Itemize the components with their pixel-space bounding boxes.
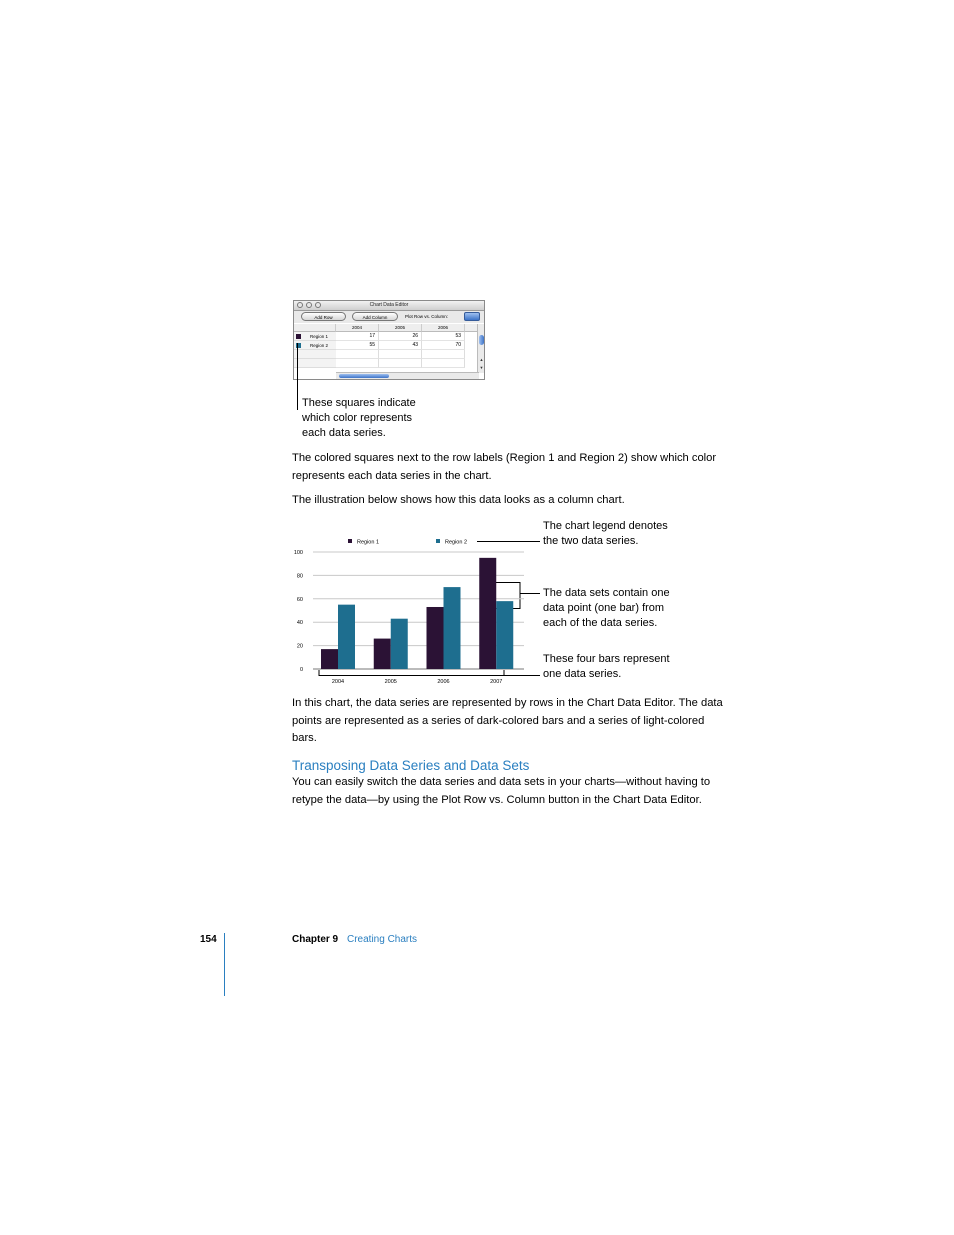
- data-cell[interactable]: 43: [379, 341, 422, 350]
- squares-callout: [302, 396, 416, 441]
- datasets-callout: [543, 586, 670, 631]
- series-color-square: [296, 334, 301, 339]
- section-heading: Transposing Data Series and Data Sets: [292, 758, 530, 773]
- bar: [427, 607, 444, 669]
- y-tick-label: 80: [296, 573, 303, 580]
- paragraph-line: The colored squares next to the row labels (Region 1 and Region 2) show which color: [292, 452, 717, 464]
- bar: [479, 558, 496, 669]
- bar: [496, 601, 513, 669]
- series-color-square: [296, 343, 301, 348]
- callout-line-text: The data sets contain one: [543, 587, 670, 599]
- data-grid: [294, 324, 479, 373]
- paragraph-2: The illustration below shows how this data looks as a column chart.: [292, 494, 625, 506]
- paragraph-line: retype the data—by using the Plot Row vs. Column button in the Chart Data Editor.: [292, 793, 702, 806]
- y-tick-label: 100: [293, 550, 303, 556]
- row-label-empty[interactable]: [294, 350, 336, 359]
- footer-rule: [224, 933, 225, 996]
- bar: [374, 639, 391, 669]
- bar: [444, 587, 461, 669]
- datasets-bracket: [492, 583, 520, 609]
- scroll-down-arrow-icon[interactable]: ▼: [479, 365, 484, 370]
- data-cell-empty[interactable]: [379, 350, 422, 359]
- bar: [338, 605, 355, 669]
- row-label[interactable]: [294, 341, 336, 350]
- x-tick-label: 2007: [490, 679, 503, 685]
- paragraph-1: [292, 450, 716, 485]
- y-tick-label: 60: [296, 596, 303, 603]
- chapter-label: Chapter 9: [292, 934, 339, 945]
- add-column-button[interactable]: Add Column: [352, 312, 398, 321]
- add-row-button[interactable]: Add Row: [301, 312, 346, 321]
- data-cell[interactable]: 55: [336, 341, 379, 350]
- callout-line-text: each of the data series.: [543, 617, 658, 629]
- x-tick-label: 2004: [331, 679, 345, 685]
- plot-row-column-toggle[interactable]: [464, 312, 480, 321]
- paragraph-line: points are represented as a series of dark-colored bars and a series of light-colored: [292, 714, 705, 727]
- corner-header: [294, 324, 336, 332]
- callout-line-text: which color represents: [302, 412, 413, 424]
- plot-row-column-label: Plot Row vs. Column:: [405, 314, 449, 319]
- data-cell[interactable]: 70: [422, 341, 465, 350]
- callout-line-text: each data series.: [302, 427, 386, 439]
- bar: [321, 649, 338, 669]
- horizontal-scrollbar[interactable]: [336, 372, 479, 379]
- paragraph-line: represents each data series in the chart.: [292, 469, 492, 482]
- paragraph-3: [292, 695, 723, 748]
- window-titlebar: [294, 301, 484, 311]
- data-cell[interactable]: 17: [336, 332, 379, 341]
- data-cell[interactable]: 26: [379, 332, 422, 341]
- chapter-title: Creating Charts: [347, 934, 418, 945]
- column-header[interactable]: 2004: [336, 324, 379, 332]
- x-tick-label: 2006: [437, 679, 450, 685]
- legend-swatch: [436, 539, 440, 543]
- row-label-text: Region 1: [310, 334, 329, 339]
- callout-line-text: data point (one bar) from: [543, 602, 665, 614]
- data-cell-empty[interactable]: [379, 359, 422, 368]
- x-tick-label: 2005: [384, 679, 397, 685]
- callout-line-text: These squares indicate: [302, 397, 416, 409]
- callout-line-text: the two data series.: [543, 535, 639, 547]
- window-title: Chart Data Editor: [369, 302, 409, 308]
- callout-line-text: The chart legend denotes: [543, 520, 668, 532]
- data-cell-empty[interactable]: [336, 359, 379, 368]
- fourbars-bracket: [319, 670, 504, 676]
- bar: [391, 619, 408, 669]
- row-label-empty[interactable]: [294, 359, 336, 368]
- paragraph-line: You can easily switch the data series and data sets in your charts—without having to: [292, 776, 711, 788]
- row-label-text: Region 2: [310, 343, 329, 348]
- y-tick-label: 0: [299, 667, 303, 673]
- data-cell[interactable]: 53: [422, 332, 465, 341]
- column-header[interactable]: 2006: [422, 324, 465, 332]
- column-header[interactable]: 2005: [379, 324, 422, 332]
- paragraph-4: [292, 774, 710, 809]
- y-tick-label: 20: [296, 643, 303, 650]
- fourbars-callout: [543, 652, 670, 682]
- callout-line-text: These four bars represent: [543, 653, 670, 665]
- vertical-scroll-thumb[interactable]: [479, 335, 484, 345]
- paragraph-line: In this chart, the data series are represented by rows in the Chart Data Editor. The data: [292, 697, 723, 709]
- legend-label: Region 2: [445, 539, 468, 546]
- callout-line-text: one data series.: [543, 668, 622, 680]
- scroll-up-arrow-icon[interactable]: ▲: [479, 357, 484, 362]
- legend-swatch: [348, 539, 352, 543]
- horizontal-scroll-thumb[interactable]: [339, 374, 389, 378]
- data-cell-empty[interactable]: [422, 359, 465, 368]
- page-number: 154: [200, 934, 217, 945]
- data-cell-empty[interactable]: [422, 350, 465, 359]
- paragraph-line: bars.: [292, 732, 317, 744]
- chart-data-editor-window: [293, 300, 485, 380]
- legend-callout: [543, 519, 668, 549]
- vertical-scrollbar[interactable]: [477, 324, 484, 373]
- y-tick-label: 40: [296, 620, 303, 627]
- data-cell-empty[interactable]: [336, 350, 379, 359]
- legend-label: Region 1: [357, 539, 380, 546]
- row-label[interactable]: [294, 332, 336, 341]
- editor-toolbar: [294, 311, 484, 323]
